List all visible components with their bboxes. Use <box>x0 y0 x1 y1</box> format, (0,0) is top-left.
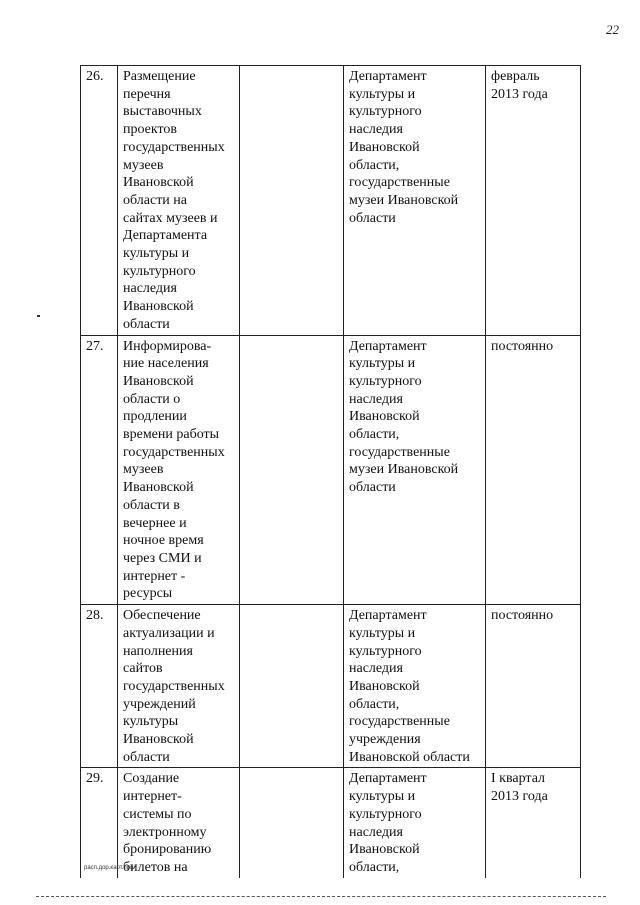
table-row <box>81 66 581 336</box>
plan-table <box>80 65 581 878</box>
note-cell <box>240 768 344 878</box>
table-row <box>81 605 581 768</box>
footer-file-label: расп.дор.карт.прил <box>84 865 137 871</box>
activity-cell: Размещение перечня выставочных проектов государственных музеев Ивановской области на сайтах музеев и Департамента культуры и культурного наследия Ивановской области <box>118 66 240 336</box>
responsible-cell: Департамент культуры и культурного наследия Ивановской области, <box>344 768 486 878</box>
note-cell <box>240 335 344 605</box>
activity-cell: Информирова- ние населения Ивановской области о продлении времени работы государственных музеев Ивановской области в вечернее и ночное время через СМИ и интернет - ресурсы <box>118 335 240 605</box>
responsible-cell: Департамент культуры и культурного наследия Ивановской области, государственные музеи Ивановской области <box>344 66 486 336</box>
row-number: 28. <box>81 605 118 768</box>
deadline-cell: февраль 2013 года <box>486 66 581 336</box>
note-cell <box>240 605 344 768</box>
note-cell <box>240 66 344 336</box>
row-number: 26. <box>81 66 118 336</box>
deadline-cell: постоянно <box>486 335 581 605</box>
deadline-cell: I квартал 2013 года <box>486 768 581 878</box>
page-number: 22 <box>606 22 619 37</box>
activity-cell: Обеспечение актуализации и наполнения сайтов государственных учреждений культуры Ивановской области <box>118 605 240 768</box>
deadline-cell: постоянно <box>486 605 581 768</box>
table-row <box>81 768 581 878</box>
table-row <box>81 335 581 605</box>
row-number: 27. <box>81 335 118 605</box>
responsible-cell: Департамент культуры и культурного наследия Ивановской области, государственные музеи Ивановской области <box>344 335 486 605</box>
scan-mark <box>37 315 40 317</box>
row-number: 29. <box>81 768 118 878</box>
activity-cell: Создание интернет- системы по электронному бронированию билетов на <box>118 768 240 878</box>
responsible-cell: Департамент культуры и культурного наследия Ивановской области, государственные учреждения Ивановской области <box>344 605 486 768</box>
footer-rule <box>36 896 606 897</box>
